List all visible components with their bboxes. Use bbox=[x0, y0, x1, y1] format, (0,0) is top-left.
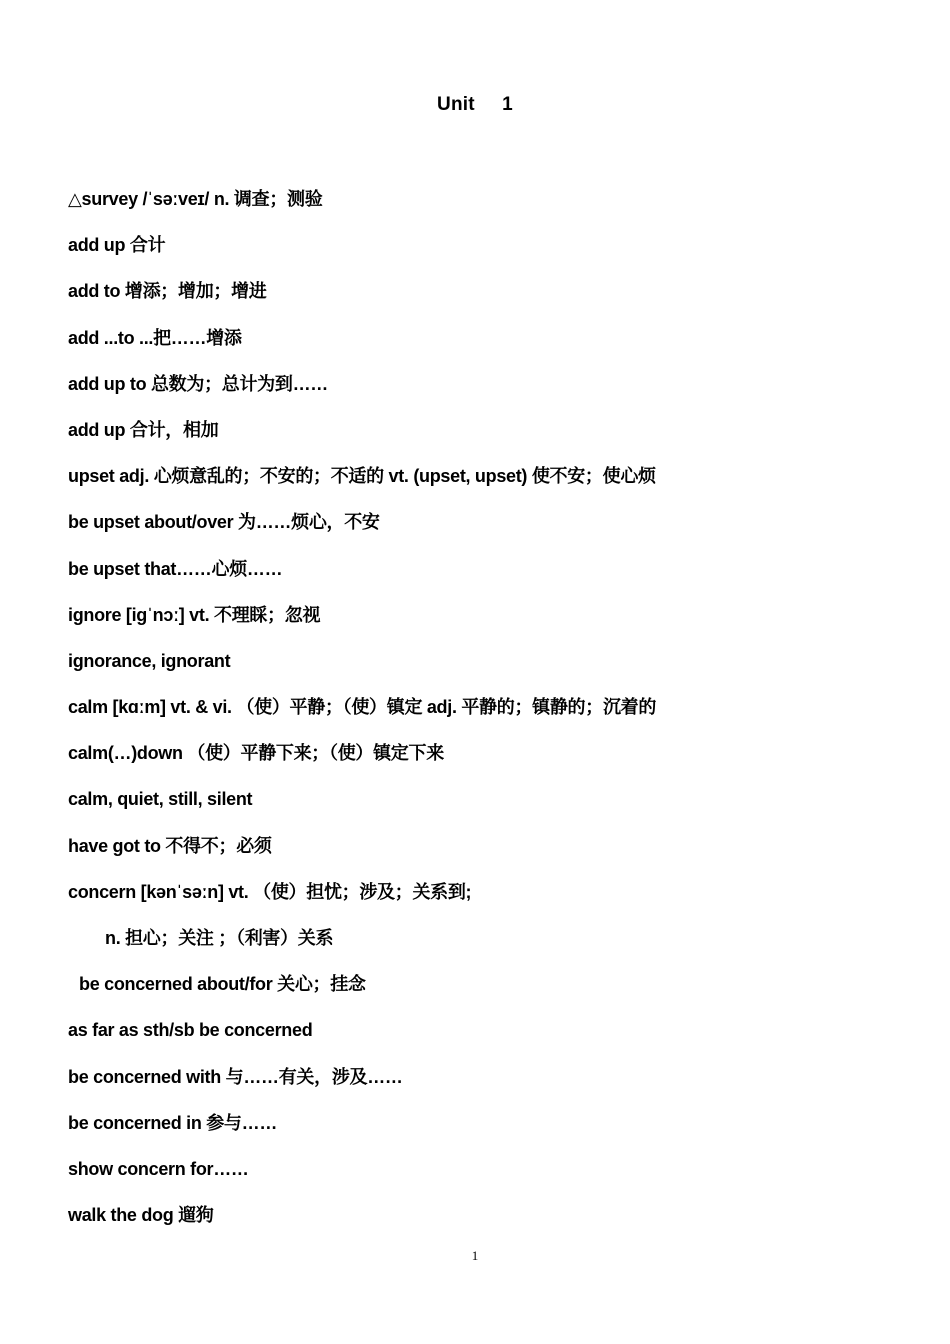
vocab-line: add ...to ...把……增添 bbox=[68, 327, 242, 348]
vocab-line: △survey /ˈsəːveɪ/ n. 调查；测验 bbox=[68, 189, 323, 209]
vocab-line: calm(…)down （使）平静下来；（使）镇定下来 bbox=[68, 743, 444, 764]
vocabulary-list bbox=[68, 186, 928, 1248]
vocab-line: be upset that……心烦…… bbox=[68, 558, 283, 579]
vocab-line: add to 增添；增加；增进 bbox=[68, 281, 267, 302]
unit-title: Unit 1 bbox=[437, 94, 513, 115]
vocab-line: calm, quiet, still, silent bbox=[68, 789, 253, 810]
vocab-line: be concerned in 参与…… bbox=[68, 1112, 278, 1133]
vocab-line: n. 担心；关注 ；（利害）关系 bbox=[105, 928, 334, 948]
vocab-line: calm [kɑːm] vt. & vi. （使）平静；（使）镇定 adj. 平静的；镇静的；沉着的 bbox=[68, 697, 657, 718]
vocab-line: ignorance, ignorant bbox=[68, 650, 231, 671]
vocab-line: add up 合计，相加 bbox=[68, 419, 219, 440]
vocab-line: add up to 总数为；总计为到…… bbox=[68, 373, 328, 394]
vocab-line: be concerned about/for 关心；挂念 bbox=[79, 974, 366, 995]
vocab-line: be concerned with 与……有关，涉及…… bbox=[68, 1066, 403, 1087]
page-number: 1 bbox=[471, 1248, 479, 1263]
vocab-line: as far as sth/sb be concerned bbox=[68, 1020, 313, 1041]
vocab-line: concern [kənˈsəːn] vt. （使）担忧；涉及；关系到; bbox=[68, 881, 472, 902]
vocab-line: have got to 不得不；必须 bbox=[68, 835, 272, 856]
vocab-line: show concern for…… bbox=[68, 1158, 249, 1179]
vocab-line: upset adj. 心烦意乱的；不安的；不适的 vt. (upset, upset) 使不安；使心烦 bbox=[68, 466, 656, 487]
vocab-line: ignore [igˈnɔː] vt. 不理睬；忽视 bbox=[68, 604, 321, 625]
vocab-line: add up 合计 bbox=[68, 235, 166, 256]
vocab-line: be upset about/over 为……烦心，不安 bbox=[68, 512, 380, 533]
vocab-line: walk the dog 遛狗 bbox=[68, 1205, 214, 1226]
